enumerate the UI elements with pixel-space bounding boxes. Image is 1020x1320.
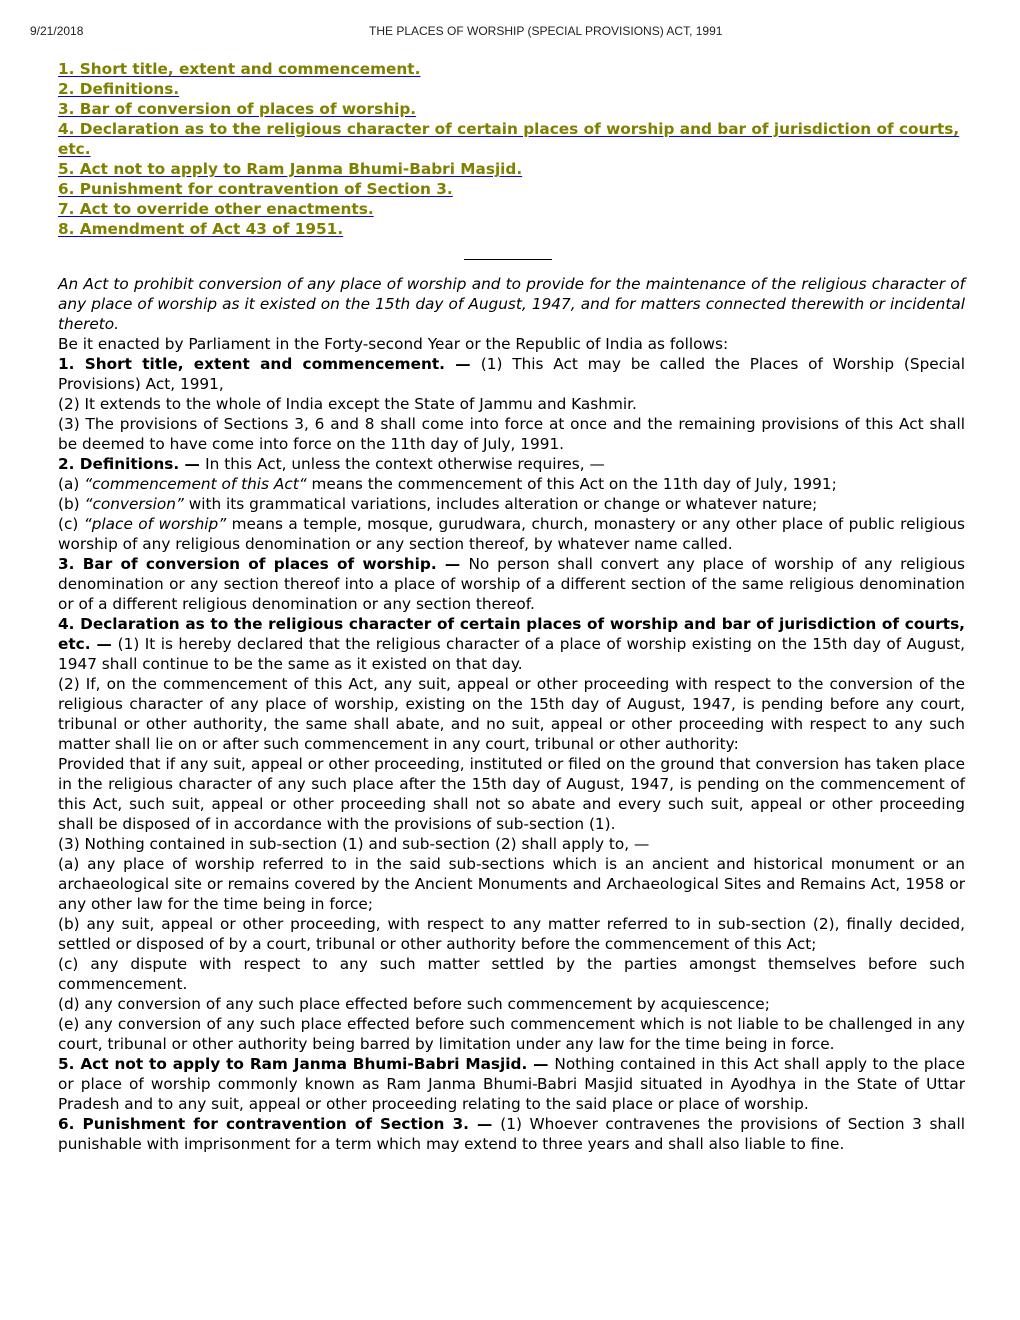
section-1 [58,354,965,394]
preamble: An Act to prohibit conversion of any place of worship and to provide for the maintenance of the religious character of any place of worship as it existed on the 15th day of August, 1947, and for matters connected therewith or incidental thereto. [58,275,965,333]
enacting-formula: Be it enacted by Parliament in the Forty-second Year or the Republic of India as follows: [58,335,729,353]
toc-link-section-4[interactable]: 4. Declaration as to the religious character of certain places of worship and bar of jurisdiction of courts, etc. [58,120,960,158]
section-2 [58,454,965,474]
section-4-clause-d: (d) any conversion of any such place effected before such commencement by acquiescence; [58,995,770,1013]
section-1-text: (1) This Act may be called the Places of Worship (Special Provisions) Act, 1991, [58,355,965,393]
section-4-subsection-2: (2) If, on the commencement of this Act, any suit, appeal or other proceeding with respect to the conversion of the religious character of any place of worship, existing on the 15th day of August, 1947, is pending before any court, tribunal or other authority, the same shall abate, and no suit, appeal or other proceeding with respect to any such matter shall lie on or after such commencement in any court, tribunal or other authority: [58,675,965,753]
section-4-heading: 4. Declaration as to the religious character of certain places of worship and bar of jurisdiction of courts, etc. — [58,615,965,653]
table-of-contents [58,59,965,239]
toc-link-section-5[interactable]: 5. Act not to apply to Ram Janma Bhumi-Babri Masjid. [58,160,523,178]
section-4-subsection-3: (3) Nothing contained in sub-section (1) and sub-section (2) shall apply to, — [58,835,650,853]
section-4-clause-a: (a) any place of worship referred to in the said sub-sections which is an ancient and historical monument or an archaeological site or remains covered by the Ancient Monuments and Archaeological Sites and Remains Act, 1958 or any other law for the time being in force; [58,855,965,913]
definition-a-term: “commencement of this Act“ [84,475,307,493]
print-header [0,24,1020,40]
section-5 [58,1054,965,1114]
toc-link-section-1[interactable]: 1. Short title, extent and commencement. [58,60,421,78]
divider-rule [464,259,552,260]
section-3-text: No person shall convert any place of worship of any religious denomination or any section thereof into a place of worship of a different section of the same religious denomination or of a different religious denomination or any section thereof. [58,555,965,613]
definition-b-text: with its grammatical variations, includes alteration or change or whatever nature; [183,495,818,513]
section-4-clause-b: (b) any suit, appeal or other proceeding, with respect to any matter referred to in sub-section (2), finally decided, settled or disposed of by a court, tribunal or other authority before the commencement of this Act; [58,915,965,953]
section-3 [58,554,965,614]
section-1-heading: 1. Short title, extent and commencement. — [58,355,481,373]
definition-c [58,514,965,554]
document-title: THE PLACES OF WORSHIP (SPECIAL PROVISIONS) ACT, 1991 [369,24,723,38]
section-6-heading: 6. Punishment for contravention of Section 3. — [58,1115,501,1133]
section-6 [58,1114,965,1154]
section-5-heading: 5. Act not to apply to Ram Janma Bhumi-Babri Masjid. — [58,1055,555,1073]
section-4-clause-e: (e) any conversion of any such place effected before such commencement which is not liable to be challenged in any court, tribunal or other authority being barred by limitation under any law for the time being in force. [58,1015,965,1053]
print-date: 9/21/2018 [30,24,84,38]
section-1-subsection-2: (2) It extends to the whole of India except the State of Jammu and Kashmir. [58,395,637,413]
section-2-text: In this Act, unless the context otherwise requires, — [205,455,605,473]
definition-b-label: (b) [58,495,85,513]
definition-c-text: means a temple, mosque, gurudwara, church, monastery or any other place of public religious worship of any religious denomination or any section thereof, by whatever name called. [58,515,965,553]
act-content [58,59,965,1154]
section-5-text: Nothing contained in this Act shall apply to the place or place of worship commonly known as Ram Janma Bhumi-Babri Masjid situated in Ayodhya in the State of Uttar Pradesh and to any suit, appeal or other proceeding relating to the said place or place of worship. [58,1055,965,1113]
section-4-proviso: Provided that if any suit, appeal or other proceeding, instituted or filed on the ground that conversion has taken place in the religious character of any such place after the 15th day of August, 1947, is pending on the commencement of this Act, such suit, appeal or other proceeding shall not so abate and every such suit, appeal or other proceeding shall be disposed of in accordance with the provisions of sub-section (1). [58,755,965,833]
section-4-text: (1) It is hereby declared that the religious character of a place of worship existing on the 15th day of August, 1947 shall continue to be the same as it existed on that day. [58,635,965,673]
toc-link-section-7[interactable]: 7. Act to override other enactments. [58,200,374,218]
definition-a [58,474,965,494]
definition-a-text: means the commencement of this Act on the 11th day of July, 1991; [306,475,837,493]
definition-c-label: (c) [58,515,84,533]
section-1-subsection-3: (3) The provisions of Sections 3, 6 and 8 shall come into force at once and the remaining provisions of this Act shall be deemed to have come into force on the 11th day of July, 1991. [58,415,965,453]
definition-c-term: “place of worship” [83,515,227,533]
section-4-clause-c: (c) any dispute with respect to any such matter settled by the parties amongst themselves before such commencement. [58,955,965,993]
definition-b [58,494,965,514]
toc-link-section-8[interactable]: 8. Amendment of Act 43 of 1951. [58,220,344,238]
toc-link-section-3[interactable]: 3. Bar of conversion of places of worship. [58,100,417,118]
section-2-heading: 2. Definitions. — [58,455,206,473]
definition-a-label: (a) [58,475,85,493]
definition-b-term: “conversion” [84,495,184,513]
toc-link-section-6[interactable]: 6. Punishment for contravention of Section 3. [58,180,453,198]
section-6-text: (1) Whoever contravenes the provisions of Section 3 shall punishable with imprisonment for a term which may extend to three years and shall also liable to fine. [58,1115,965,1153]
section-4 [58,614,965,674]
toc-link-section-2[interactable]: 2. Definitions. [58,80,180,98]
section-3-heading: 3. Bar of conversion of places of worship. — [58,555,469,573]
